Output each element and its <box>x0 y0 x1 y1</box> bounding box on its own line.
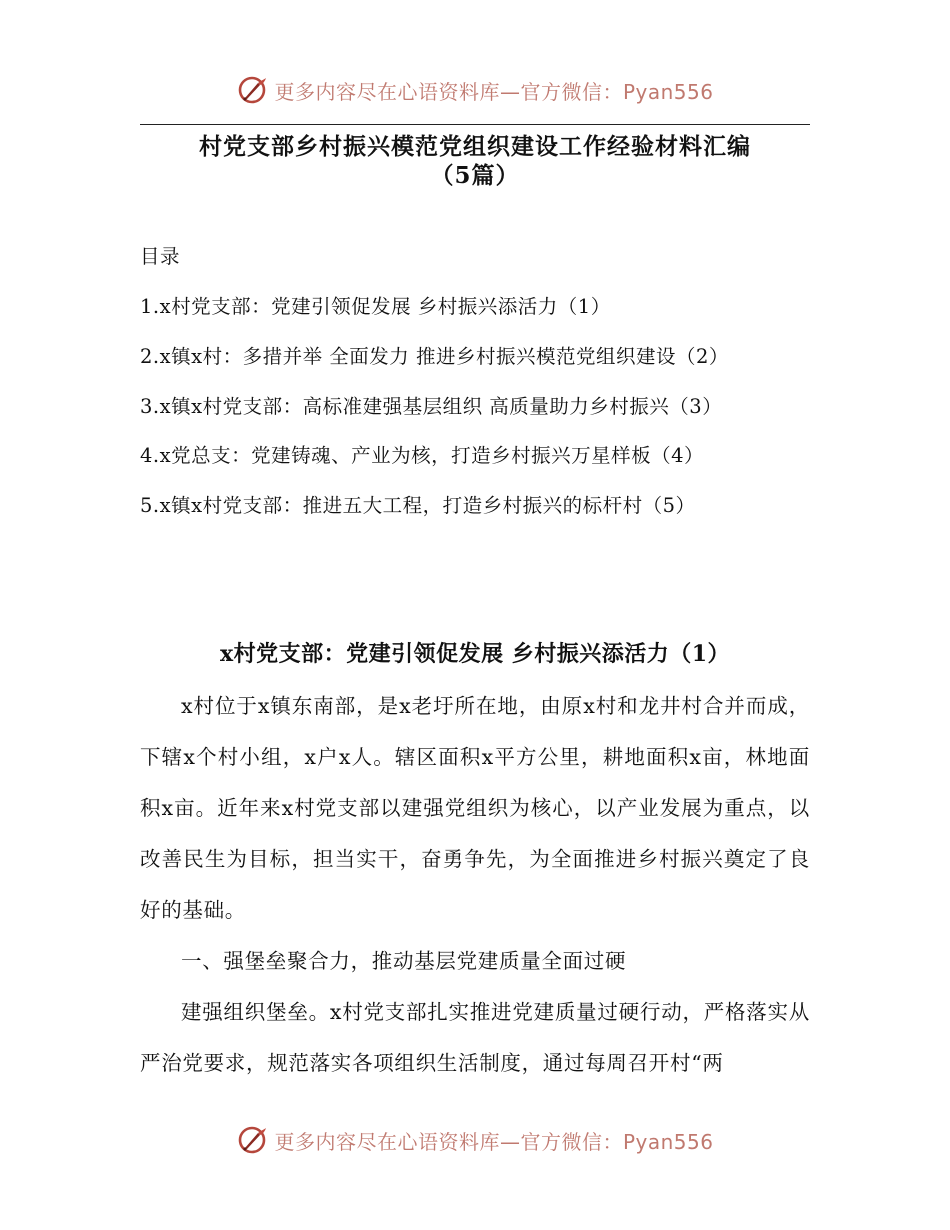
toc-item-2: 2.x镇x村：多措并举 全面发力 推进乡村振兴模范党组织建设（2） <box>140 345 729 368</box>
toc-item-5: 5.x镇x村党支部：推进五大工程，打造乡村振兴的标杆村（5） <box>140 494 696 517</box>
header-divider <box>140 124 810 125</box>
toc-label: 目录 <box>140 245 181 268</box>
document-subtitle: （5篇） <box>430 162 520 189</box>
toc-item-4: 4.x党总支：党建铸魂、产业为核，打造乡村振兴万星样板（4） <box>140 444 705 467</box>
footer-banner <box>0 1120 950 1160</box>
toc-item-1: 1.x村党支部：党建引领促发展 乡村振兴添活力（1） <box>140 295 611 318</box>
body-paragraph: x村位于x镇东南部，是x老圩所在地，由原x村和龙井村合并而成，下辖x个村小组，x户x人。辖区面积x平方公里，耕地面积x亩，林地面积x亩。近年来x村党支部以建强党组织为核心，以产业发展为重点，以改善民生为目标，担当实干，奋勇争先，为全面推进乡村振兴奠定了良好的基础。 <box>140 694 810 922</box>
document-title: 村党支部乡村振兴模范党组织建设工作经验材料汇编 <box>199 133 751 160</box>
quill-logo-icon <box>236 1124 268 1156</box>
toc-item-3: 3.x镇x村党支部：高标准建强基层组织 高质量助力乡村振兴（3） <box>140 395 723 418</box>
section-heading: x村党支部：党建引领促发展 乡村振兴添活力（1） <box>219 641 731 667</box>
section-body <box>140 681 810 1089</box>
banner-text: 更多内容尽在心语资料库—官方微信：Pyan556 <box>274 1129 714 1154</box>
banner-text: 更多内容尽在心语资料库—官方微信：Pyan556 <box>274 79 714 104</box>
body-paragraph: 建强组织堡垒。x村党支部扎实推进党建质量过硬行动，严格落实从严治党要求，规范落实各项组织生活制度，通过每周召开村“两 <box>140 1000 810 1075</box>
quill-logo-icon <box>236 74 268 106</box>
body-subheading: 一、强堡垒聚合力，推动基层党建质量全面过硬 <box>181 949 627 973</box>
header-banner <box>0 70 950 110</box>
